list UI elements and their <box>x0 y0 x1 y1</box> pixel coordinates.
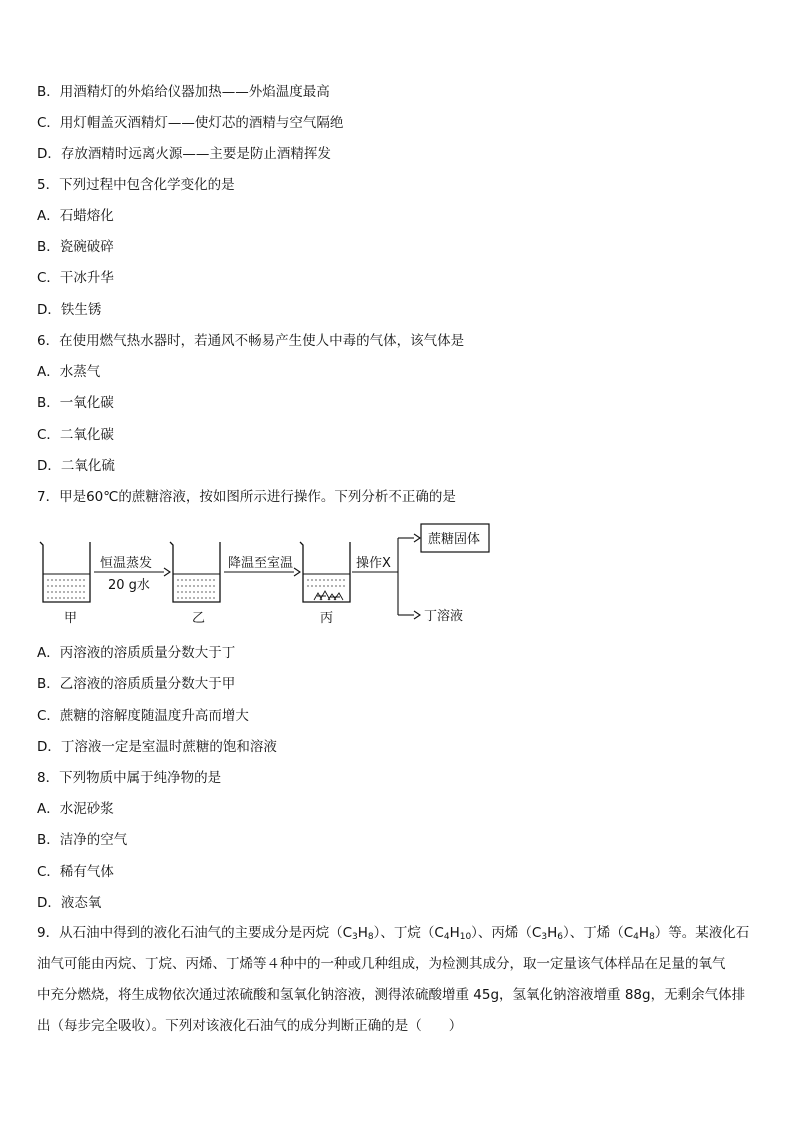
q6-option-d: D．二氧化硫 <box>37 458 115 474</box>
q7-option-b: B．乙溶液的溶质质量分数大于甲 <box>37 676 236 692</box>
q8-option-b: B．洁净的空气 <box>37 832 128 848</box>
q7-option-d: D．丁溶液一定是室温时蔗糖的饱和溶液 <box>37 739 277 755</box>
beaker-bing-label: 丙 <box>320 611 334 626</box>
q4-option-d: D．存放酒精时远离火源——主要是防止酒精挥发 <box>37 146 331 162</box>
q5-option-d: D．铁生锈 <box>37 302 102 318</box>
q6-option-c: C．二氧化碳 <box>37 427 114 443</box>
beaker-yi-label: 乙 <box>192 611 206 626</box>
q6-stem: 6．在使用燃气热水器时，若通风不畅易产生使人中毒的气体，该气体是 <box>37 333 465 349</box>
q5-option-a: A．石蜡熔化 <box>37 208 114 224</box>
solution-ding-label: 丁溶液 <box>424 609 464 624</box>
arrow-head-icon <box>294 568 300 576</box>
q9-line-1: 9．从石油中得到的液化石油气的主要成分是丙烷$(C_3H_8)$、丁烷$(C_4H_{10})$、丙烯$(C_3H_6)$、丁烯$(C_4H_8)$等。某液化石 <box>37 925 750 942</box>
arrow-head-icon <box>414 534 420 542</box>
q8-option-a: A．水泥砂浆 <box>37 801 114 817</box>
step-evaporate-label: 恒温蒸发 <box>100 556 153 571</box>
arrow-head-icon <box>164 568 170 576</box>
q9-stem <box>37 918 759 1042</box>
q5-stem: 5．下列过程中包含化学变化的是 <box>37 177 235 193</box>
q4-option-c: C．用灯帽盖灭酒精灯——使灯芯的酒精与空气隔绝 <box>37 115 344 131</box>
step-cool-label: 降温至室温 <box>228 556 294 571</box>
q8-option-c: C．稀有气体 <box>37 864 114 880</box>
q7-stem: 7．甲是60℃的蔗糖溶液，按如图所示进行操作。下列分析不正确的是 <box>37 489 456 505</box>
crystal-deposit-icon <box>314 591 343 600</box>
step-evaporate-amount: 20 g水 <box>108 578 150 593</box>
q6-option-a: A．水蒸气 <box>37 364 101 380</box>
beaker-yi <box>170 542 220 602</box>
q8-stem: 8．下列物质中属于纯净物的是 <box>37 770 222 786</box>
q7-option-a: A．丙溶液的溶质质量分数大于丁 <box>37 645 236 661</box>
q4-option-b: B．用酒精灯的外焰给仪器加热——外焰温度最高 <box>37 84 330 100</box>
q7-process-diagram <box>30 516 510 628</box>
beaker-bing <box>300 542 350 602</box>
q5-option-b: B．瓷碗破碎 <box>37 239 114 255</box>
q9-line-3: 中充分燃烧，将生成物依次通过浓硫酸和氢氧化钠溶液，测得浓硫酸增重 45g，氢氧化钠溶液增重 88g，无剩余气体排 <box>37 987 746 1003</box>
beaker-jia <box>40 542 90 602</box>
q9-line-4: 出（每步完全吸收）。下列对该液化石油气的成分判断正确的是（ ） <box>37 1018 463 1034</box>
step-operation-label: 操作X <box>356 556 391 571</box>
beaker-jia-label: 甲 <box>64 611 78 626</box>
solid-product-label: 蔗糖固体 <box>428 532 481 547</box>
q6-option-b: B．一氧化碳 <box>37 395 114 411</box>
q7-option-c: C．蔗糖的溶解度随温度升高而增大 <box>37 708 249 724</box>
q8-option-d: D．液态氧 <box>37 895 102 911</box>
arrow-head-icon <box>414 611 420 619</box>
q9-line-2: 油气可能由丙烷、丁烷、丙烯、丁烯等４种中的一种或几种组成，为检测其成分，取一定量该气体样品在足量的氧气 <box>37 956 726 972</box>
q5-option-c: C．干冰升华 <box>37 270 114 286</box>
